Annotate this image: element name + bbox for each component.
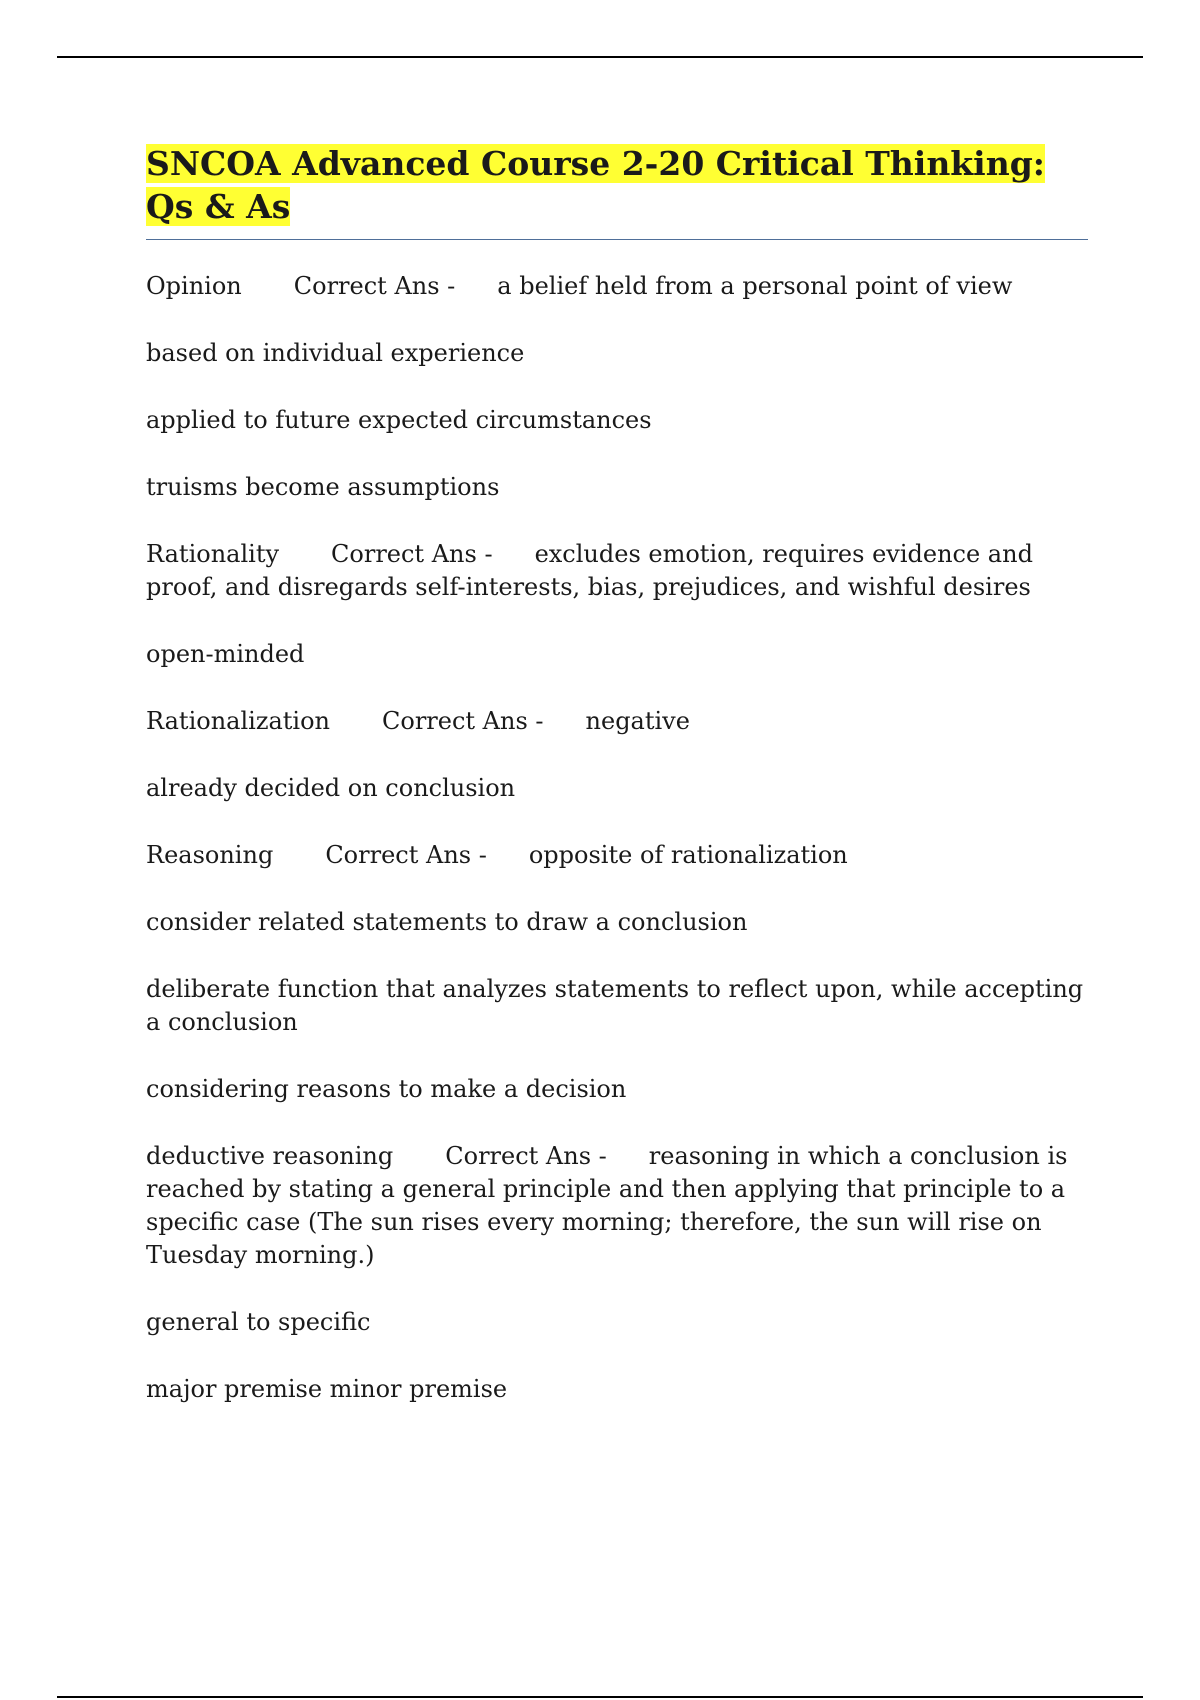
note-line: applied to future expected circumstances — [146, 406, 652, 434]
note-line: deliberate function that analyzes statements to reflect upon, while accepting a conclusion — [146, 975, 1084, 1036]
qa-definition: reasoning in which a conclusion is reached by stating a general principle and then applying that principle to a specific case (The sun rises every morning; therefore, the sun will rise on Tuesday morning.) — [146, 1142, 1068, 1269]
qa-term: deductive reasoning — [146, 1142, 394, 1170]
answer-label: Correct Ans - — [325, 841, 487, 869]
answer-label: Correct Ans - — [382, 707, 544, 735]
title-underline — [146, 239, 1088, 240]
answer-label: Correct Ans - — [293, 272, 456, 300]
note-line: consider related statements to draw a conclusion — [146, 908, 748, 936]
qa-definition: negative — [585, 707, 690, 735]
qa-entry — [146, 705, 1088, 738]
qa-term: Opinion — [146, 272, 242, 300]
answer-label: Correct Ans - — [445, 1142, 607, 1170]
qa-definition: excludes emotion, requires evidence and proof, and disregards self-interests, bias, prejudices, and wishful desires — [146, 540, 1033, 601]
note-line: truisms become assumptions — [146, 473, 500, 501]
page-top-rule — [57, 56, 1143, 58]
qa-definition: opposite of rationalization — [528, 841, 848, 869]
qa-term: Rationality — [146, 540, 280, 568]
qa-entry — [146, 839, 1088, 872]
note-line: based on individual experience — [146, 339, 525, 367]
qa-entry — [146, 538, 1088, 604]
note-line: open-minded — [146, 640, 305, 668]
answer-label: Correct Ans - — [331, 540, 493, 568]
document-title — [146, 142, 1088, 228]
page-bottom-rule — [57, 1696, 1143, 1698]
note-line: already decided on conclusion — [146, 774, 516, 802]
document-body — [146, 142, 1088, 1440]
qa-entries — [146, 270, 1088, 1406]
qa-entry — [146, 1140, 1088, 1272]
note-line: considering reasons to make a decision — [146, 1075, 627, 1103]
qa-term: Reasoning — [146, 841, 274, 869]
note-line: major premise minor premise — [146, 1375, 508, 1403]
note-line: general to specific — [146, 1308, 371, 1336]
qa-entry — [146, 270, 1088, 303]
document-title-text: SNCOA Advanced Course 2-20 Critical Thinking: Qs & As — [146, 144, 1045, 226]
qa-definition: a belief held from a personal point of view — [497, 272, 1013, 300]
qa-term: Rationalization — [146, 707, 330, 735]
